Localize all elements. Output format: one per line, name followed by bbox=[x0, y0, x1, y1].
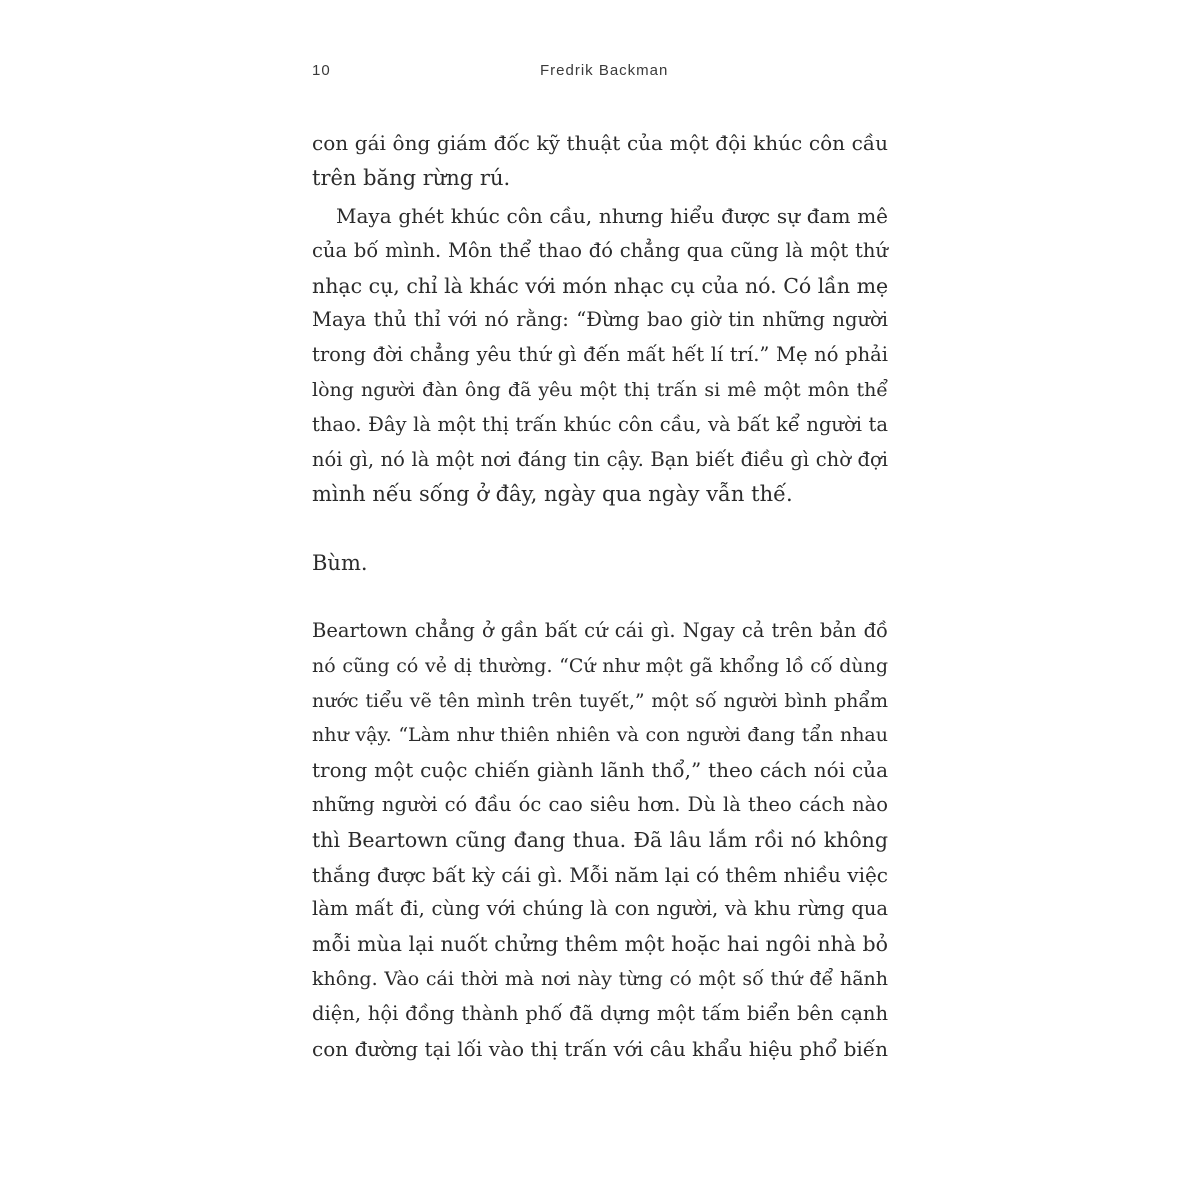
text-line: mỗi mùa lại nuốt chửng thêm một hoặc hai ngôi nhà bỏ bbox=[312, 932, 888, 957]
text-line: trong đời chẳng yêu thứ gì đến mất hết lí trí.” Mẹ nó phải bbox=[312, 343, 888, 367]
text-line: Maya thủ thỉ với nó rằng: “Đừng bao giờ tin những người bbox=[312, 308, 888, 332]
page-number: 10 bbox=[312, 62, 331, 79]
text-line: diện, hội đồng thành phố đã dựng một tấm biển bên cạnh bbox=[312, 1001, 888, 1025]
text-line: trong một cuộc chiến giành lãnh thổ,” theo cách nói của bbox=[312, 758, 888, 783]
text-line: nước tiểu vẽ tên mình trên tuyết,” một số người bình phẩm bbox=[312, 689, 888, 712]
text-line: nó cũng có vẻ dị thường. “Cứ như một gã khổng lồ cố dùng bbox=[312, 654, 888, 677]
text-line: làm mất đi, cùng với chúng là con người, và khu rừng qua bbox=[312, 897, 888, 921]
paragraph-beartown bbox=[312, 614, 888, 1066]
text-line: trên băng rừng rú. bbox=[312, 165, 511, 190]
text-line: như vậy. “Làm như thiên nhiên và con người đang tẩn nhau bbox=[312, 724, 888, 747]
text-line: thì Beartown cũng đang thua. Đã lâu lắm rồi nó không bbox=[312, 827, 888, 852]
text-line: con đường tại lối vào thị trấn với câu khẩu hiệu phổ biến bbox=[312, 1036, 888, 1061]
text-line: nhạc cụ, chỉ là khác với món nhạc cụ của nó. Có lần mẹ bbox=[312, 273, 889, 298]
text-line: Beartown chẳng ở gần bất cứ cái gì. Ngay cả trên bản đồ bbox=[312, 619, 888, 642]
text-line: Maya ghét khúc côn cầu, nhưng hiểu được sự đam mê bbox=[336, 204, 888, 228]
paragraph-maya bbox=[312, 199, 888, 512]
text-line: của bố mình. Môn thể thao đó chẳng qua cũng là một thứ bbox=[312, 238, 888, 262]
running-head bbox=[312, 62, 890, 86]
text-line: không. Vào cái thời mà nơi này từng có một số thứ để hãnh bbox=[312, 967, 888, 990]
paragraph-continuation bbox=[312, 126, 888, 196]
text-line: thắng được bất kỳ cái gì. Mỗi năm lại có thêm nhiều việc bbox=[312, 862, 888, 887]
text-line: thao. Đây là một thị trấn khúc côn cầu, và bất kể người ta bbox=[312, 412, 888, 436]
text-line: lòng người đàn ông đã yêu một thị trấn si mê một môn thể bbox=[312, 378, 888, 401]
author-name: Fredrik Backman bbox=[540, 62, 669, 79]
text-line: mình nếu sống ở đây, ngày qua ngày vẫn thế. bbox=[312, 482, 793, 507]
text-line: những người có đầu óc cao siêu hơn. Dù là theo cách nào bbox=[312, 792, 888, 816]
text-line: nói gì, nó là một nơi đáng tin cậy. Bạn biết điều gì chờ đợi bbox=[312, 447, 888, 471]
text-line: con gái ông giám đốc kỹ thuật của một đội khúc côn cầu bbox=[312, 131, 888, 155]
paragraph-bum bbox=[312, 546, 888, 581]
text-line: Bùm. bbox=[312, 551, 368, 575]
